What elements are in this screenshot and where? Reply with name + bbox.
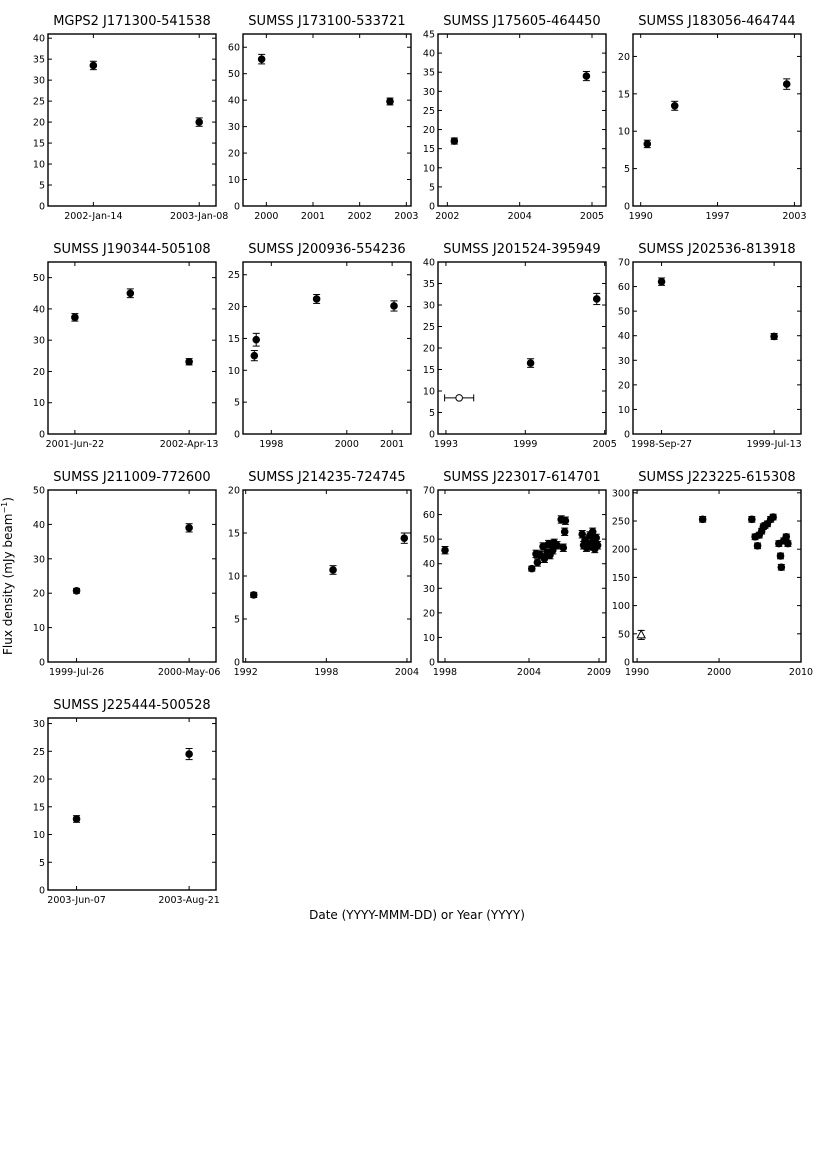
marker-filled-circle bbox=[251, 352, 258, 359]
panel-title: SUMSS J223225-615308 bbox=[638, 470, 796, 485]
y-tick-label: 15 bbox=[617, 89, 630, 101]
y-tick-label: 20 bbox=[227, 485, 240, 497]
marker-filled-circle bbox=[783, 81, 790, 88]
marker-filled-circle bbox=[73, 587, 80, 594]
x-tick-label: 1999-Jul-13 bbox=[746, 439, 802, 450]
marker-filled-circle bbox=[313, 296, 320, 303]
plot-frame bbox=[243, 34, 411, 206]
plot-frame bbox=[243, 262, 411, 434]
panel-11 bbox=[423, 470, 611, 678]
marker-filled-circle bbox=[754, 543, 761, 550]
x-tick-label: 2000-May-06 bbox=[157, 667, 221, 678]
y-axis-label-close: ) bbox=[1, 497, 15, 502]
y-tick-label: 0 bbox=[233, 201, 240, 213]
marker-filled-circle bbox=[253, 336, 260, 343]
y-tick-label: 60 bbox=[227, 42, 240, 54]
data-point bbox=[451, 138, 458, 145]
x-tick-label: 2004 bbox=[516, 667, 542, 678]
panel-9 bbox=[33, 470, 221, 678]
marker-open-triangle bbox=[637, 630, 645, 638]
plot-frame bbox=[243, 490, 411, 662]
y-tick-label: 40 bbox=[422, 48, 435, 60]
marker-filled-circle bbox=[785, 540, 792, 547]
marker-filled-circle bbox=[387, 98, 394, 105]
panel-title: SUMSS J211009-772600 bbox=[53, 470, 211, 485]
marker-filled-circle bbox=[250, 592, 257, 599]
x-tick-label: 1998-Sep-27 bbox=[631, 439, 693, 450]
marker-filled-circle bbox=[186, 525, 193, 532]
y-tick-label: 25 bbox=[32, 96, 45, 108]
y-tick-label: 300 bbox=[611, 488, 630, 500]
marker-filled-circle bbox=[593, 296, 600, 303]
y-tick-label: 50 bbox=[422, 534, 435, 546]
y-tick-label: 0 bbox=[428, 201, 435, 213]
panel-title: SUMSS J214235-724745 bbox=[248, 470, 406, 485]
y-tick-label: 35 bbox=[32, 54, 45, 66]
x-tick-label: 2003 bbox=[782, 211, 807, 222]
x-tick-label: 2003-Jan-08 bbox=[170, 211, 229, 222]
y-tick-label: 40 bbox=[32, 304, 45, 316]
data-point bbox=[778, 564, 785, 571]
y-tick-label: 15 bbox=[32, 138, 45, 150]
y-tick-label: 30 bbox=[227, 122, 240, 134]
y-tick-label: 20 bbox=[32, 366, 45, 378]
y-tick-label: 15 bbox=[227, 333, 240, 345]
y-tick-label: 25 bbox=[32, 746, 45, 758]
y-tick-label: 5 bbox=[38, 857, 45, 869]
y-tick-label: 15 bbox=[32, 802, 45, 814]
y-tick-label: 10 bbox=[617, 126, 630, 138]
panel-title: SUMSS J200936-554236 bbox=[248, 242, 406, 257]
panel-title: SUMSS J175605-464450 bbox=[443, 14, 601, 29]
marker-filled-circle bbox=[534, 559, 541, 566]
y-tick-label: 10 bbox=[422, 386, 435, 398]
panel-5 bbox=[33, 242, 219, 450]
y-tick-label: 10 bbox=[32, 398, 45, 410]
y-tick-label: 10 bbox=[227, 175, 240, 187]
x-tick-label: 1990 bbox=[628, 211, 653, 222]
y-tick-label: 25 bbox=[422, 322, 435, 333]
y-tick-label: 40 bbox=[422, 257, 435, 269]
data-point bbox=[186, 749, 193, 760]
y-tick-label: 10 bbox=[227, 571, 240, 583]
data-point bbox=[445, 394, 474, 401]
y-tick-label: 50 bbox=[32, 273, 45, 285]
y-tick-label: 0 bbox=[623, 201, 630, 213]
marker-filled-circle bbox=[330, 567, 337, 574]
data-point bbox=[770, 514, 777, 521]
data-point bbox=[748, 516, 755, 523]
y-tick-label: 30 bbox=[32, 719, 45, 731]
panel-title: SUMSS J190344-505108 bbox=[53, 242, 211, 257]
panel-12 bbox=[612, 470, 813, 678]
marker-filled-circle bbox=[554, 542, 561, 549]
marker-filled-circle bbox=[699, 516, 706, 523]
x-tick-label: 1999-Jul-26 bbox=[48, 667, 105, 678]
marker-filled-circle bbox=[783, 534, 790, 541]
y-tick-label: 70 bbox=[422, 485, 435, 497]
data-point bbox=[583, 71, 590, 80]
y-tick-label: 20 bbox=[617, 380, 630, 392]
panel-1 bbox=[33, 14, 228, 222]
y-tick-label: 60 bbox=[422, 510, 435, 522]
y-tick-label: 50 bbox=[227, 69, 240, 81]
y-tick-label: 40 bbox=[32, 33, 45, 45]
data-point bbox=[560, 544, 567, 551]
panel-title: SUMSS J183056-464744 bbox=[638, 14, 796, 29]
y-tick-label: 200 bbox=[611, 544, 630, 556]
x-tick-label: 1997 bbox=[705, 211, 730, 222]
y-tick-label: 250 bbox=[611, 516, 630, 528]
x-tick-label: 2001 bbox=[380, 439, 405, 450]
x-tick-label: 2000 bbox=[706, 667, 732, 678]
plot-frame bbox=[48, 34, 216, 206]
y-tick-label: 100 bbox=[611, 601, 630, 613]
data-point bbox=[561, 528, 568, 535]
marker-filled-circle bbox=[671, 102, 678, 109]
marker-filled-circle bbox=[72, 314, 79, 321]
plot-frame bbox=[438, 34, 606, 206]
x-tick-label: 1992 bbox=[233, 667, 258, 678]
data-point bbox=[186, 358, 193, 365]
x-tick-label: 1990 bbox=[625, 667, 650, 678]
x-tick-label: 2004 bbox=[507, 211, 532, 222]
marker-filled-circle bbox=[583, 73, 590, 80]
y-tick-label: 0 bbox=[38, 429, 45, 441]
data-point bbox=[527, 359, 534, 368]
y-tick-label: 0 bbox=[38, 885, 45, 897]
x-tick-label: 1998 bbox=[259, 439, 284, 450]
marker-filled-circle bbox=[562, 517, 569, 524]
data-point bbox=[637, 630, 645, 639]
data-point bbox=[90, 61, 97, 69]
data-point bbox=[387, 98, 394, 105]
marker-filled-circle bbox=[401, 535, 408, 542]
panel-8 bbox=[618, 242, 802, 450]
y-tick-label: 50 bbox=[32, 485, 45, 497]
y-tick-label: 5 bbox=[623, 164, 630, 176]
panel-3 bbox=[423, 14, 606, 222]
y-tick-label: 10 bbox=[422, 163, 435, 175]
marker-filled-circle bbox=[749, 516, 756, 523]
marker-filled-circle bbox=[258, 56, 265, 63]
y-tick-label: 0 bbox=[233, 657, 240, 669]
x-tick-label: 2002 bbox=[347, 211, 372, 222]
data-point bbox=[671, 101, 678, 110]
plot-frame bbox=[438, 490, 606, 662]
plot-frame bbox=[48, 490, 216, 662]
data-point bbox=[127, 289, 134, 298]
y-tick-label: 15 bbox=[227, 528, 240, 540]
marker-filled-circle bbox=[777, 553, 784, 560]
marker-filled-circle bbox=[527, 360, 534, 367]
marker-filled-circle bbox=[127, 290, 134, 297]
x-tick-label: 2001-Jun-22 bbox=[45, 439, 105, 450]
data-point bbox=[251, 351, 258, 361]
y-tick-label: 15 bbox=[422, 365, 435, 376]
x-tick-label: 2004 bbox=[394, 667, 420, 678]
panel-7 bbox=[423, 242, 617, 450]
y-tick-label: 5 bbox=[38, 180, 45, 192]
plot-frame bbox=[633, 262, 801, 434]
x-tick-label: 2002-Jan-14 bbox=[64, 211, 123, 222]
y-tick-label: 0 bbox=[623, 657, 630, 669]
y-tick-label: 0 bbox=[623, 429, 630, 441]
plot-frame bbox=[48, 718, 216, 890]
data-point bbox=[534, 559, 541, 566]
data-point bbox=[783, 79, 790, 89]
panel-title: SUMSS J173100-533721 bbox=[248, 14, 406, 29]
y-tick-label: 60 bbox=[617, 282, 630, 294]
y-tick-label: 30 bbox=[32, 554, 45, 566]
data-point bbox=[554, 542, 561, 549]
data-point bbox=[186, 524, 193, 532]
x-tick-label: 2001 bbox=[300, 211, 326, 222]
marker-filled-circle bbox=[442, 547, 449, 554]
data-point bbox=[73, 587, 80, 594]
x-tick-label: 2009 bbox=[586, 667, 612, 678]
y-tick-label: 35 bbox=[422, 279, 435, 290]
y-tick-label: 5 bbox=[233, 614, 240, 626]
data-point bbox=[644, 140, 651, 147]
marker-filled-circle bbox=[196, 119, 203, 126]
y-tick-label: 50 bbox=[617, 629, 630, 641]
y-tick-label: 30 bbox=[422, 583, 435, 595]
data-point bbox=[258, 54, 265, 64]
marker-filled-circle bbox=[391, 303, 398, 310]
panel-title: MGPS2 J171300-541538 bbox=[53, 14, 211, 29]
y-tick-label: 10 bbox=[422, 632, 435, 644]
panel-title: SUMSS J225444-500528 bbox=[53, 698, 211, 713]
y-tick-label: 20 bbox=[32, 774, 45, 786]
y-tick-label: 5 bbox=[428, 408, 435, 419]
marker-filled-circle bbox=[644, 141, 651, 148]
x-tick-label: 1998 bbox=[432, 667, 458, 678]
x-tick-label: 2010 bbox=[788, 667, 814, 678]
plot-frame bbox=[438, 262, 606, 434]
y-tick-label: 25 bbox=[422, 105, 435, 117]
marker-filled-circle bbox=[90, 62, 97, 69]
y-tick-label: 45 bbox=[422, 29, 435, 41]
y-tick-label: 10 bbox=[32, 159, 45, 171]
panel-6 bbox=[228, 242, 411, 450]
data-point bbox=[783, 534, 790, 541]
y-axis-label: Flux density (mJy beam$^{-1}$) bbox=[0, 497, 15, 655]
data-point bbox=[699, 516, 706, 523]
data-point bbox=[391, 301, 398, 311]
marker-filled-circle bbox=[73, 816, 80, 823]
data-point bbox=[253, 333, 260, 346]
y-tick-label: 30 bbox=[32, 75, 45, 87]
marker-filled-circle bbox=[593, 535, 600, 542]
y-tick-label: 20 bbox=[422, 608, 435, 620]
panel-title: SUMSS J202536-813918 bbox=[638, 242, 796, 257]
y-tick-label: 20 bbox=[227, 148, 240, 160]
y-tick-label: 15 bbox=[422, 144, 435, 156]
y-tick-label: 20 bbox=[422, 125, 435, 137]
y-tick-label: 30 bbox=[617, 355, 630, 367]
data-point bbox=[71, 314, 78, 322]
y-tick-label: 10 bbox=[227, 365, 240, 377]
data-point bbox=[777, 553, 784, 560]
y-tick-label: 0 bbox=[428, 657, 435, 669]
y-tick-label: 10 bbox=[32, 623, 45, 635]
y-tick-label: 150 bbox=[611, 572, 630, 584]
y-tick-label: 50 bbox=[617, 306, 630, 318]
y-tick-label: 0 bbox=[233, 429, 240, 441]
y-tick-label: 40 bbox=[422, 559, 435, 571]
panel-13 bbox=[33, 698, 220, 906]
y-tick-label: 20 bbox=[422, 343, 435, 355]
data-point bbox=[594, 542, 601, 549]
data-point bbox=[313, 294, 320, 303]
data-point bbox=[250, 592, 257, 599]
data-point bbox=[593, 534, 600, 541]
x-tick-label: 2003-Jun-07 bbox=[47, 895, 106, 906]
marker-filled-circle bbox=[778, 564, 785, 571]
panel-title: SUMSS J223017-614701 bbox=[443, 470, 601, 485]
data-point bbox=[442, 547, 449, 554]
y-tick-label: 20 bbox=[32, 117, 45, 129]
data-point bbox=[784, 540, 791, 547]
marker-open-circle bbox=[456, 395, 463, 402]
y-tick-label: 25 bbox=[227, 270, 240, 282]
data-point bbox=[658, 278, 665, 285]
data-point bbox=[330, 566, 337, 575]
x-tick-label: 2002 bbox=[435, 211, 460, 222]
marker-filled-circle bbox=[770, 514, 777, 521]
marker-filled-circle bbox=[561, 528, 568, 535]
y-tick-label: 20 bbox=[617, 51, 630, 63]
x-tick-label: 2003 bbox=[394, 211, 419, 222]
x-tick-label: 2005 bbox=[592, 439, 617, 450]
x-tick-label: 1998 bbox=[314, 667, 339, 678]
x-tick-label: 2002-Apr-13 bbox=[159, 439, 219, 450]
x-tick-label: 2000 bbox=[254, 211, 279, 222]
panel-10 bbox=[228, 470, 419, 678]
panel-4 bbox=[618, 14, 807, 222]
marker-filled-circle bbox=[771, 333, 778, 340]
y-tick-label: 20 bbox=[227, 302, 240, 314]
y-tick-label: 35 bbox=[422, 67, 435, 79]
plot-frame bbox=[633, 34, 801, 206]
panel-title: SUMSS J201524-395949 bbox=[443, 242, 601, 257]
y-tick-label: 0 bbox=[428, 429, 435, 441]
marker-filled-circle bbox=[658, 278, 665, 285]
y-tick-label: 40 bbox=[617, 331, 630, 343]
y-tick-label: 30 bbox=[422, 300, 435, 312]
y-tick-label: 10 bbox=[32, 830, 45, 842]
y-tick-label: 5 bbox=[428, 182, 435, 194]
data-point bbox=[562, 517, 569, 524]
marker-filled-circle bbox=[594, 542, 601, 549]
marker-filled-circle bbox=[451, 138, 458, 145]
data-point bbox=[593, 293, 600, 304]
x-tick-label: 1993 bbox=[433, 439, 459, 450]
data-point bbox=[754, 543, 761, 550]
y-tick-label: 0 bbox=[38, 201, 45, 213]
x-tick-label: 2005 bbox=[579, 211, 605, 222]
data-point bbox=[196, 118, 203, 126]
panel-2 bbox=[228, 14, 419, 222]
x-tick-label: 1999 bbox=[513, 439, 538, 450]
y-tick-label: 40 bbox=[227, 95, 240, 107]
marker-filled-circle bbox=[186, 751, 193, 758]
y-tick-label: 30 bbox=[32, 335, 45, 347]
x-tick-label: 2003-Aug-21 bbox=[158, 895, 220, 906]
y-tick-label: 0 bbox=[38, 657, 45, 669]
x-axis-label: Date (YYYY-MMM-DD) or Year (YYYY) bbox=[309, 908, 525, 922]
plot-frame bbox=[48, 262, 216, 434]
marker-filled-circle bbox=[186, 358, 193, 365]
data-point bbox=[771, 333, 778, 340]
y-axis-label-superscript: −1 bbox=[0, 501, 9, 514]
y-tick-label: 70 bbox=[617, 257, 630, 269]
y-tick-label: 40 bbox=[32, 519, 45, 531]
data-point bbox=[401, 533, 408, 543]
y-tick-label: 10 bbox=[617, 404, 630, 416]
y-tick-label: 20 bbox=[32, 588, 45, 600]
marker-filled-circle bbox=[560, 544, 567, 551]
y-tick-label: 30 bbox=[422, 86, 435, 98]
data-point bbox=[73, 816, 80, 823]
x-tick-label: 2000 bbox=[334, 439, 359, 450]
y-tick-label: 5 bbox=[233, 397, 240, 409]
